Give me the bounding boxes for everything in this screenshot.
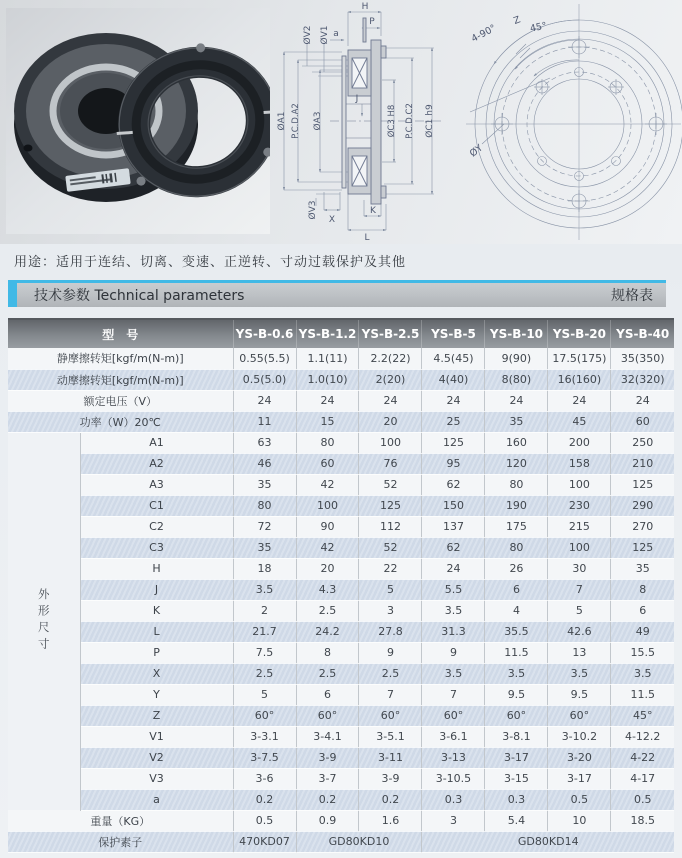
value-cell: 0.2: [233, 789, 296, 810]
dim-label-PCDA2: P.C.D.A2: [291, 103, 301, 139]
protector-value-cell: 470KD07: [233, 831, 296, 852]
cross-section-labels: [276, 2, 435, 242]
value-cell: 18.5: [611, 810, 674, 831]
dimension-row: [8, 495, 674, 516]
dimension-label-cell: Y: [80, 684, 233, 705]
spec-row: [8, 369, 674, 390]
value-cell: 63: [233, 432, 296, 453]
value-cell: 200: [548, 432, 611, 453]
product-photo: [6, 8, 270, 234]
value-cell: 35: [611, 558, 674, 579]
dimension-label-cell: J: [80, 579, 233, 600]
value-cell: 0.5: [611, 789, 674, 810]
value-cell: 125: [611, 537, 674, 558]
section-header-bar: [8, 280, 666, 307]
value-cell: 3-17: [548, 768, 611, 789]
value-cell: 24: [548, 390, 611, 411]
dimension-row: [8, 747, 674, 768]
value-cell: 125: [422, 432, 485, 453]
value-cell: 42.6: [548, 621, 611, 642]
value-cell: 90: [296, 516, 359, 537]
value-cell: 3-9: [359, 768, 422, 789]
models-header-label: 型 号: [8, 319, 233, 348]
value-cell: 24: [422, 390, 485, 411]
value-cell: 60°: [422, 705, 485, 726]
value-cell: 80: [485, 537, 548, 558]
value-cell: 5: [233, 684, 296, 705]
value-cell: 7: [359, 684, 422, 705]
dim-label-A3: ØA3: [313, 111, 323, 131]
value-cell: 4-22: [611, 747, 674, 768]
dim-label-45deg: 45°: [529, 20, 548, 35]
value-cell: 60°: [233, 705, 296, 726]
value-cell: 3-11: [359, 747, 422, 768]
value-cell: 46: [233, 453, 296, 474]
value-cell: 24.2: [296, 621, 359, 642]
front-view-drawing: [452, 0, 682, 242]
clutch-photo-illustration: [6, 8, 270, 234]
value-cell: 3-15: [485, 768, 548, 789]
model-header-cell: YS-B-10: [485, 319, 548, 348]
value-cell: 9: [359, 642, 422, 663]
value-cell: 27.8: [359, 621, 422, 642]
value-cell: 35(350): [611, 348, 674, 369]
value-cell: 21.7: [233, 621, 296, 642]
dimension-row: [8, 579, 674, 600]
value-cell: 3.5: [611, 663, 674, 684]
dimension-group-cell: 外形尺寸: [8, 432, 80, 810]
spec-table-head: [8, 319, 674, 348]
dimension-label-cell: L: [80, 621, 233, 642]
dim-label-H: H: [361, 2, 369, 12]
value-cell: 62: [422, 537, 485, 558]
dimension-label-cell: C3: [80, 537, 233, 558]
value-cell: 3-7.5: [233, 747, 296, 768]
value-cell: 2.5: [296, 600, 359, 621]
dimension-label-cell: X: [80, 663, 233, 684]
value-cell: 11: [233, 411, 296, 432]
spec-table: [8, 318, 674, 853]
value-cell: 15: [296, 411, 359, 432]
value-cell: 4: [485, 600, 548, 621]
protector-value-cell: GD80KD14: [422, 831, 674, 852]
model-header-cell: YS-B-2.5: [359, 319, 422, 348]
dimension-label-cell: K: [80, 600, 233, 621]
value-cell: 3-13: [422, 747, 485, 768]
spec-row: [8, 390, 674, 411]
value-cell: 3.5: [233, 579, 296, 600]
value-cell: 100: [548, 537, 611, 558]
value-cell: 3.5: [422, 600, 485, 621]
value-cell: 80: [296, 432, 359, 453]
spec-table-body: [8, 348, 674, 852]
value-cell: 24: [485, 390, 548, 411]
value-cell: 31.3: [422, 621, 485, 642]
dimension-label-cell: V2: [80, 747, 233, 768]
value-cell: 270: [611, 516, 674, 537]
value-cell: 4.3: [296, 579, 359, 600]
dim-label-L: L: [364, 233, 370, 242]
dim-label-P: P: [369, 17, 375, 27]
value-cell: 0.9: [296, 810, 359, 831]
value-cell: 1.6: [359, 810, 422, 831]
value-cell: 3-6.1: [422, 726, 485, 747]
value-cell: 9(90): [485, 348, 548, 369]
value-cell: 3.5: [485, 663, 548, 684]
value-cell: 0.55(5.5): [233, 348, 296, 369]
value-cell: 3: [422, 810, 485, 831]
value-cell: 3-10.2: [548, 726, 611, 747]
value-cell: 9: [422, 642, 485, 663]
value-cell: 7.5: [233, 642, 296, 663]
dimension-row: [8, 600, 674, 621]
value-cell: 42: [296, 474, 359, 495]
value-cell: 0.2: [296, 789, 359, 810]
value-cell: 11.5: [485, 642, 548, 663]
dim-label-K: K: [370, 206, 376, 216]
value-cell: 112: [359, 516, 422, 537]
value-cell: 5: [359, 579, 422, 600]
value-cell: 3-4.1: [296, 726, 359, 747]
usage-text: 用途：适用于连结、切离、变速、正逆转、寸动过载保护及其他: [14, 255, 407, 270]
dimension-row: [8, 663, 674, 684]
dimension-row: [8, 705, 674, 726]
dimension-row: [8, 684, 674, 705]
dim-label-V1: ØV1: [320, 25, 330, 45]
dim-label-4-90: 4-90°: [469, 22, 499, 45]
spec-row: [8, 348, 674, 369]
value-cell: 3-10.5: [422, 768, 485, 789]
value-cell: 60°: [296, 705, 359, 726]
value-cell: 60: [611, 411, 674, 432]
section-header-inner: [17, 283, 666, 307]
value-cell: 17.5(175): [548, 348, 611, 369]
table-header-row: [8, 319, 674, 348]
dimension-row: [8, 474, 674, 495]
value-cell: 7: [422, 684, 485, 705]
value-cell: 4-17: [611, 768, 674, 789]
value-cell: 18: [233, 558, 296, 579]
value-cell: 35: [233, 474, 296, 495]
dim-label-PCDC2: P.C.D.C2: [405, 103, 415, 139]
value-cell: 1.0(10): [296, 369, 359, 390]
value-cell: 62: [422, 474, 485, 495]
value-cell: 60°: [485, 705, 548, 726]
dimension-label-cell: C1: [80, 495, 233, 516]
model-header-cell: YS-B-0.6: [233, 319, 296, 348]
row-label-cell: 动摩擦转矩[kgf/m(N-m)]: [8, 369, 233, 390]
dimension-label-cell: P: [80, 642, 233, 663]
value-cell: 80: [233, 495, 296, 516]
value-cell: 10: [548, 810, 611, 831]
model-header-cell: YS-B-1.2: [296, 319, 359, 348]
value-cell: 230: [548, 495, 611, 516]
value-cell: 3.5: [548, 663, 611, 684]
spec-table-wrap: [8, 318, 674, 853]
value-cell: 160: [485, 432, 548, 453]
value-cell: 3: [359, 600, 422, 621]
model-header-cell: YS-B-5: [422, 319, 485, 348]
value-cell: 24: [359, 390, 422, 411]
value-cell: 137: [422, 516, 485, 537]
value-cell: 32(320): [611, 369, 674, 390]
dimension-label-cell: A3: [80, 474, 233, 495]
value-cell: 120: [485, 453, 548, 474]
value-cell: 80: [485, 474, 548, 495]
spec-sheet-label: 规格表: [611, 288, 653, 304]
value-cell: 7: [548, 579, 611, 600]
dimension-label-cell: H: [80, 558, 233, 579]
value-cell: 3-9: [296, 747, 359, 768]
dimension-label-cell: A2: [80, 453, 233, 474]
value-cell: 95: [422, 453, 485, 474]
value-cell: 2: [233, 600, 296, 621]
row-label-cell: 功率（W）20℃: [8, 411, 233, 432]
value-cell: 52: [359, 474, 422, 495]
value-cell: 60°: [548, 705, 611, 726]
value-cell: 125: [611, 474, 674, 495]
dimension-label-cell: a: [80, 789, 233, 810]
value-cell: 30: [548, 558, 611, 579]
value-cell: 9.5: [485, 684, 548, 705]
value-cell: 45°: [611, 705, 674, 726]
value-cell: 290: [611, 495, 674, 516]
value-cell: 16(160): [548, 369, 611, 390]
value-cell: 3-3.1: [233, 726, 296, 747]
row-label-cell: 额定电压（V）: [8, 390, 233, 411]
front-view-geometry: [466, 4, 682, 240]
value-cell: 2.2(22): [359, 348, 422, 369]
row-label-cell: 保护素子: [8, 831, 233, 852]
value-cell: 20: [359, 411, 422, 432]
value-cell: 190: [485, 495, 548, 516]
dimension-label-cell: V3: [80, 768, 233, 789]
dimension-label-cell: A1: [80, 432, 233, 453]
value-cell: 8: [296, 642, 359, 663]
dimension-row: [8, 558, 674, 579]
weight-row: [8, 810, 674, 831]
value-cell: 6: [485, 579, 548, 600]
value-cell: 2.5: [233, 663, 296, 684]
value-cell: 0.3: [422, 789, 485, 810]
value-cell: 20: [296, 558, 359, 579]
value-cell: 6: [296, 684, 359, 705]
section-title: 技术参数 Technical parameters: [34, 288, 245, 304]
dim-label-C3: ØC3 H8: [387, 104, 397, 138]
dim-label-J: J: [355, 94, 359, 104]
value-cell: 1.1(11): [296, 348, 359, 369]
value-cell: 24: [296, 390, 359, 411]
value-cell: 4-12.2: [611, 726, 674, 747]
dimension-label-cell: C2: [80, 516, 233, 537]
value-cell: 100: [548, 474, 611, 495]
value-cell: 11.5: [611, 684, 674, 705]
value-cell: 9.5: [548, 684, 611, 705]
cross-section-drawing: [272, 2, 454, 242]
value-cell: 25: [422, 411, 485, 432]
value-cell: 0.5: [233, 810, 296, 831]
value-cell: 215: [548, 516, 611, 537]
value-cell: 2.5: [296, 663, 359, 684]
value-cell: 100: [359, 432, 422, 453]
top-illustration-strip: [0, 0, 682, 244]
value-cell: 0.3: [485, 789, 548, 810]
value-cell: 3-5.1: [359, 726, 422, 747]
value-cell: 24: [422, 558, 485, 579]
value-cell: 24: [233, 390, 296, 411]
dim-label-A1: ØA1: [277, 111, 287, 131]
value-cell: 8: [611, 579, 674, 600]
value-cell: 250: [611, 432, 674, 453]
value-cell: 26: [485, 558, 548, 579]
value-cell: 3-7: [296, 768, 359, 789]
value-cell: 42: [296, 537, 359, 558]
value-cell: 72: [233, 516, 296, 537]
value-cell: 22: [359, 558, 422, 579]
value-cell: 5.5: [422, 579, 485, 600]
cross-section-svg: [272, 2, 454, 242]
value-cell: 24: [611, 390, 674, 411]
dim-label-Y: ØY: [467, 142, 486, 160]
value-cell: 35: [233, 537, 296, 558]
value-cell: 13: [548, 642, 611, 663]
dimension-row: [8, 789, 674, 810]
dim-label-X: X: [328, 215, 336, 225]
value-cell: 8(80): [485, 369, 548, 390]
value-cell: 15.5: [611, 642, 674, 663]
value-cell: 3-17: [485, 747, 548, 768]
dimension-row: [8, 726, 674, 747]
coil-symbol: [352, 58, 367, 186]
front-view-svg: [452, 0, 682, 242]
value-cell: 6: [611, 600, 674, 621]
dim-label-V2: ØV2: [303, 25, 313, 45]
dimension-row: [8, 516, 674, 537]
row-label-cell: 静摩擦转矩[kgf/m(N-m)]: [8, 348, 233, 369]
value-cell: 175: [485, 516, 548, 537]
row-label-cell: 重量（KG）: [8, 810, 233, 831]
protector-value-cell: GD80KD10: [296, 831, 422, 852]
value-cell: 2.5: [359, 663, 422, 684]
value-cell: 35.5: [485, 621, 548, 642]
value-cell: 150: [422, 495, 485, 516]
value-cell: 60: [296, 453, 359, 474]
dimension-row: [8, 621, 674, 642]
value-cell: 0.5: [548, 789, 611, 810]
value-cell: 0.5(5.0): [233, 369, 296, 390]
value-cell: 158: [548, 453, 611, 474]
value-cell: 125: [359, 495, 422, 516]
dimension-row: [8, 453, 674, 474]
value-cell: 35: [485, 411, 548, 432]
dimension-row: [8, 537, 674, 558]
value-cell: 2(20): [359, 369, 422, 390]
dimension-label-cell: V1: [80, 726, 233, 747]
dimension-row: [8, 432, 674, 453]
dim-label-C1: ØC1 h9: [425, 104, 435, 138]
value-cell: 3.5: [422, 663, 485, 684]
value-cell: 5.4: [485, 810, 548, 831]
value-cell: 4(40): [422, 369, 485, 390]
value-cell: 210: [611, 453, 674, 474]
value-cell: 4.5(45): [422, 348, 485, 369]
value-cell: 3-8.1: [485, 726, 548, 747]
value-cell: 5: [548, 600, 611, 621]
dimension-label-cell: Z: [80, 705, 233, 726]
spec-row: [8, 411, 674, 432]
dim-label-a: a: [333, 29, 339, 39]
dimension-row: [8, 768, 674, 789]
value-cell: 45: [548, 411, 611, 432]
model-header-cell: YS-B-20: [548, 319, 611, 348]
dimension-row: [8, 642, 674, 663]
value-cell: 52: [359, 537, 422, 558]
model-header-cell: YS-B-40: [611, 319, 674, 348]
protector-row: [8, 831, 674, 852]
dim-label-Z: Z: [512, 14, 523, 27]
value-cell: 3-6: [233, 768, 296, 789]
value-cell: 49: [611, 621, 674, 642]
value-cell: 60°: [359, 705, 422, 726]
value-cell: 100: [296, 495, 359, 516]
value-cell: 0.2: [359, 789, 422, 810]
dim-label-V3: ØV3: [308, 200, 318, 220]
value-cell: 76: [359, 453, 422, 474]
value-cell: 3-20: [548, 747, 611, 768]
